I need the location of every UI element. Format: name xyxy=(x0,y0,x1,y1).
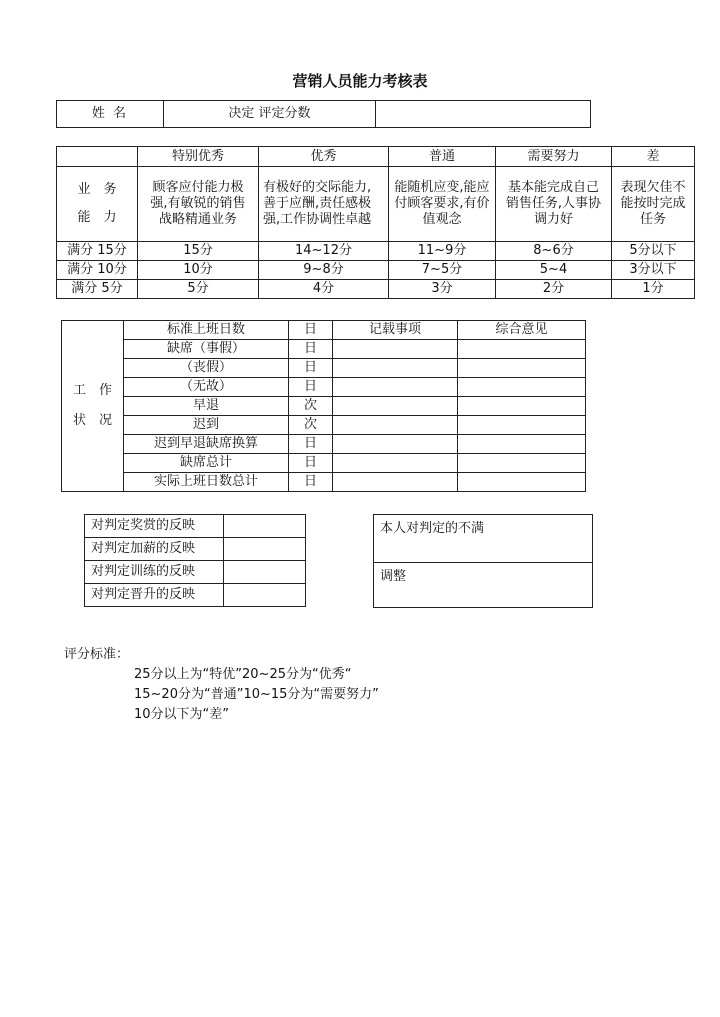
scoring-line: 25分以上为“特优”20~25分为“优秀“ xyxy=(134,667,352,682)
work-unit: 次 xyxy=(289,416,333,435)
record-field[interactable] xyxy=(333,397,458,416)
work-status-label-line2: 状 况 xyxy=(72,413,112,428)
business-ability-label xyxy=(57,167,138,242)
reaction-label: 对判定加薪的反映 xyxy=(85,538,224,561)
level-header-poor: 差 xyxy=(612,147,695,167)
reaction-field[interactable] xyxy=(224,561,306,584)
record-field[interactable] xyxy=(333,378,458,397)
ability-corner-cell xyxy=(57,147,138,167)
score-cell: 7~5分 xyxy=(389,261,496,280)
reaction-field[interactable] xyxy=(224,584,306,607)
score-cell: 14~12分 xyxy=(259,242,389,261)
score-cell: 10分 xyxy=(138,261,259,280)
decision-label: 决定 评定分数 xyxy=(164,101,376,128)
record-header: 记载事项 xyxy=(333,321,458,340)
work-item: 迟到 xyxy=(124,416,289,435)
record-field[interactable] xyxy=(333,473,458,492)
score-cell: 1分 xyxy=(612,280,695,299)
record-field[interactable] xyxy=(333,435,458,454)
opinion-field[interactable] xyxy=(458,340,586,359)
reaction-field[interactable] xyxy=(224,538,306,561)
opinion-header: 综合意见 xyxy=(458,321,586,340)
work-unit-header: 日 xyxy=(289,321,333,340)
record-field[interactable] xyxy=(333,359,458,378)
business-ability-label-line1: 业 务 xyxy=(77,182,117,197)
reaction-label: 对判定晋升的反映 xyxy=(85,584,224,607)
dissatisfaction-box[interactable] xyxy=(373,514,593,608)
work-item: 迟到早退缺席换算 xyxy=(124,435,289,454)
record-field[interactable] xyxy=(333,340,458,359)
scoring-line: 10分以下为“差” xyxy=(134,707,230,722)
score-cell: 9~8分 xyxy=(259,261,389,280)
record-field[interactable] xyxy=(333,454,458,473)
level-header-needs-effort: 需要努力 xyxy=(496,147,612,167)
work-item: （丧假） xyxy=(124,359,289,378)
level-header-normal: 普通 xyxy=(389,147,496,167)
score-cell: 5~4 xyxy=(496,261,612,280)
score-row-label: 满分 10分 xyxy=(57,261,138,280)
work-item: （无故） xyxy=(124,378,289,397)
opinion-field[interactable] xyxy=(458,378,586,397)
work-item: 缺席（事假） xyxy=(124,340,289,359)
opinion-field[interactable] xyxy=(458,454,586,473)
score-cell: 4分 xyxy=(259,280,389,299)
score-cell: 3分以下 xyxy=(612,261,695,280)
name-label: 姓 名 xyxy=(57,101,164,128)
opinion-field[interactable] xyxy=(458,397,586,416)
score-cell: 5分以下 xyxy=(612,242,695,261)
description-needs-effort: 基本能完成自己销售任务,人事协调力好 xyxy=(496,167,612,242)
score-cell: 8~6分 xyxy=(496,242,612,261)
work-item-header: 标准上班日数 xyxy=(124,321,289,340)
score-cell: 15分 xyxy=(138,242,259,261)
work-item: 缺席总计 xyxy=(124,454,289,473)
page-title: 营销人员能力考核表 xyxy=(292,72,428,90)
description-excellent: 有极好的交际能力,善于应酬,责任感极强,工作协调性卓越 xyxy=(259,167,389,242)
box-divider xyxy=(374,562,592,563)
dissatisfaction-label: 本人对判定的不满 xyxy=(380,521,485,536)
decision-value-field[interactable] xyxy=(376,101,591,128)
work-status-label xyxy=(62,321,124,492)
record-field[interactable] xyxy=(333,416,458,435)
header-table xyxy=(56,100,591,128)
level-header-special: 特别优秀 xyxy=(138,147,259,167)
work-status-table xyxy=(61,320,586,492)
score-cell: 11~9分 xyxy=(389,242,496,261)
scoring-heading: 评分标准： xyxy=(64,647,130,662)
work-unit: 日 xyxy=(289,340,333,359)
scoring-notes xyxy=(64,645,379,725)
work-item: 实际上班日数总计 xyxy=(124,473,289,492)
description-normal: 能随机应变,能应付顾客要求,有价值观念 xyxy=(389,167,496,242)
score-cell: 5分 xyxy=(138,280,259,299)
opinion-field[interactable] xyxy=(458,416,586,435)
level-header-excellent: 优秀 xyxy=(259,147,389,167)
reaction-field[interactable] xyxy=(224,515,306,538)
work-item: 早退 xyxy=(124,397,289,416)
work-unit: 日 xyxy=(289,378,333,397)
ability-table xyxy=(56,146,695,299)
work-status-label-line1: 工 作 xyxy=(72,383,112,398)
opinion-field[interactable] xyxy=(458,473,586,492)
work-unit: 次 xyxy=(289,397,333,416)
score-row-label: 满分 5分 xyxy=(57,280,138,299)
score-row-label: 满分 15分 xyxy=(57,242,138,261)
work-unit: 日 xyxy=(289,454,333,473)
description-poor: 表现欠佳不能按时完成任务 xyxy=(612,167,695,242)
work-unit: 日 xyxy=(289,359,333,378)
description-special: 顾客应付能力极强,有敏锐的销售战略精通业务 xyxy=(138,167,259,242)
opinion-field[interactable] xyxy=(458,435,586,454)
scoring-line: 15~20分为“普通”10~15分为“需要努力” xyxy=(134,687,379,702)
reaction-label: 对判定奖赏的反映 xyxy=(85,515,224,538)
score-cell: 3分 xyxy=(389,280,496,299)
reaction-label: 对判定训练的反映 xyxy=(85,561,224,584)
reaction-table xyxy=(84,514,306,607)
opinion-field[interactable] xyxy=(458,359,586,378)
business-ability-label-line2: 能 力 xyxy=(77,210,117,225)
score-cell: 2分 xyxy=(496,280,612,299)
adjust-label: 调整 xyxy=(380,569,407,584)
work-unit: 日 xyxy=(289,435,333,454)
work-unit: 日 xyxy=(289,473,333,492)
